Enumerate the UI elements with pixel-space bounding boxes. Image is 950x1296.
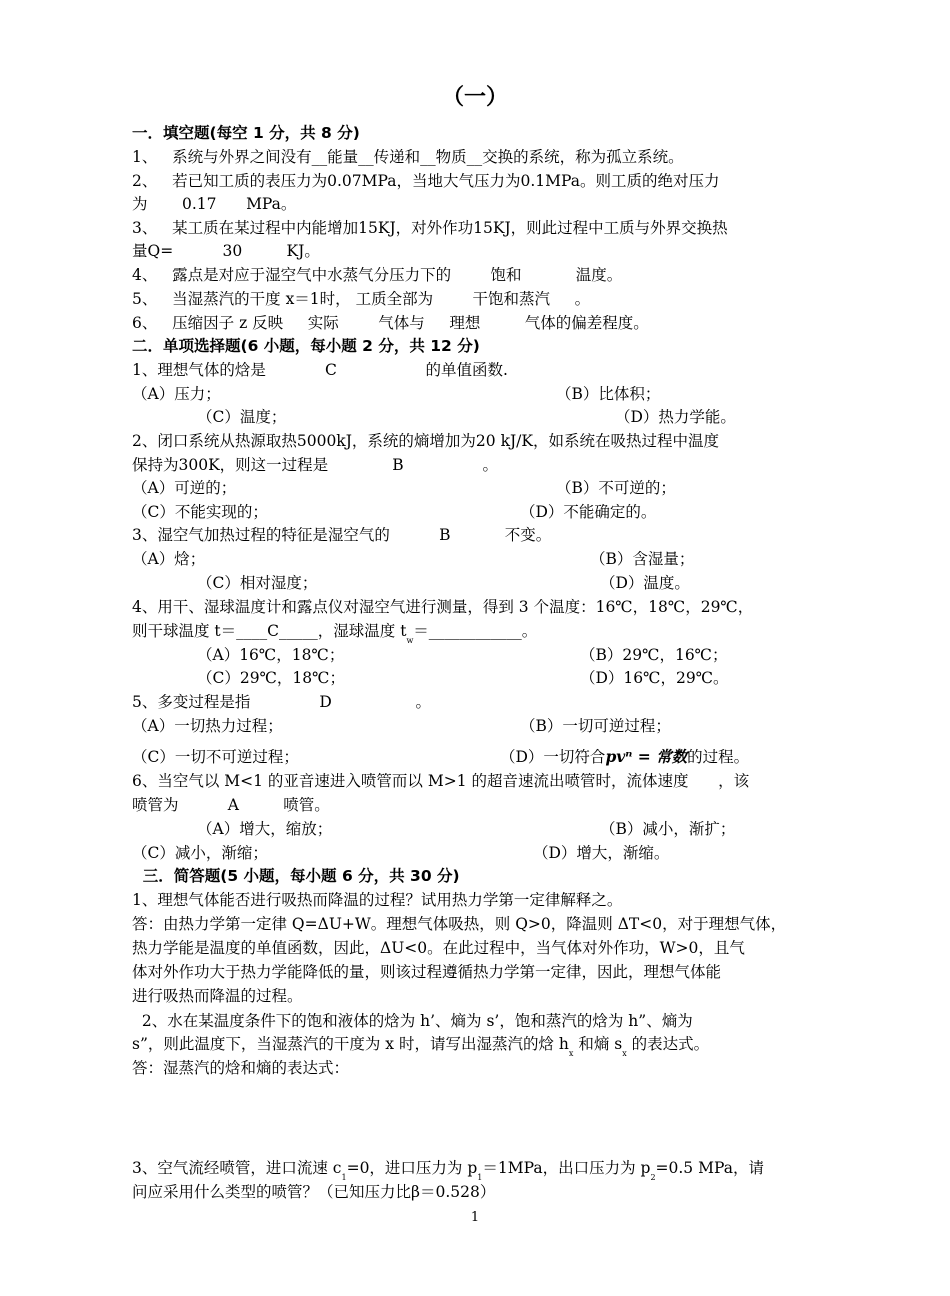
choice-1-option-a: （A）压力； (132, 385, 221, 403)
fill-question-3-line1: 3、 某工质在某过程中内能增加15KJ，对外作功15KJ，则此过程中工质与外界交换热 (132, 219, 728, 237)
choice-5-option-c: （C）一切不可逆过程； (132, 748, 299, 766)
choice-1-option-b: （B）比体积； (556, 385, 661, 403)
choice-question-5: 5、多变过程是指 D 。 (132, 693, 432, 711)
q3-sub-1: 1 (341, 1173, 347, 1182)
choice-3-option-b: （B）含湿量； (590, 550, 695, 568)
choice-question-2-line2: 保持为300K，则这一过程是 B 。 (132, 456, 498, 474)
section3-heading: 三．简答题(5 小题，每小题 6 分，共 30 分) (132, 867, 460, 885)
choice-question-6-line2: 喷管为 A 喷管。 (132, 796, 330, 814)
choice-1-option-c: （C）温度； (197, 408, 287, 426)
fill-question-4: 4、 露点是对应于湿空气中水蒸气分压力下的 饱和 温度。 (132, 266, 623, 284)
fill-question-2-line1: 2、 若已知工质的表压力为0.07MPa，当地大气压力为0.1MPa。则工质的绝对压力 (132, 172, 720, 190)
choice-5-option-a: （A）一切热力过程； (132, 717, 283, 735)
choice-3-option-a: （A）焓； (132, 550, 206, 568)
short-question-2-line1: 2、水在某温度条件下的饱和液体的焓为 h’、熵为 s’，饱和蒸汽的焓为 h”、熵为 (132, 1012, 693, 1030)
choice-question-4-line1: 4、用干、湿球温度计和露点仪对湿空气进行测量，得到 3 个温度：16℃，18℃，29℃， (132, 598, 754, 616)
q3-sub-2: 1 (477, 1173, 483, 1182)
q3-sub-3: 2 (650, 1173, 656, 1182)
q3-part-c: ＝1MPa，出口压力为 p (482, 1159, 651, 1177)
choice-4-subscript: w (406, 636, 414, 645)
fill-question-2-line2: 为 0.17 MPa。 (132, 195, 297, 213)
choice-4-option-c: （C）29℃，18℃； (197, 669, 345, 687)
q3-part-a: 3、空气流经喷管，进口流速 c (132, 1159, 342, 1177)
page-title: （一） (441, 85, 508, 110)
section2-heading: 二．单项选择题(6 小题，每小题 2 分，共 12 分) (132, 337, 480, 355)
choice-4-line2-post: ＝____________。 (413, 622, 538, 640)
choice-5-d-pre: （D）一切符合 (500, 748, 606, 766)
choice-question-3: 3、湿空气加热过程的特征是湿空气的 B 不变。 (132, 526, 552, 544)
choice-2-option-a: （A）可逆的； (132, 479, 237, 497)
choice-2-option-c: （C）不能实现的； (132, 503, 268, 521)
fill-question-6: 6、 压缩因子 z 反映 实际 气体与 理想 气体的偏差程度。 (132, 314, 649, 332)
choice-6-option-b: （B）减小，渐扩； (600, 820, 736, 838)
section1-heading: 一．填空题(每空 1 分，共 8 分) (132, 124, 360, 142)
short-answer-1-line2: 热力学能是温度的单值函数，因此，ΔU<0。在此过程中，当气体对外作功，W>0，且气 (132, 939, 745, 957)
short-answer-1-line1: 答：由热力学第一定律 Q=ΔU+W。理想气体吸热，则 Q>0，降温则 ΔT<0，对于理想气体， (132, 915, 787, 933)
q2-subscript-1: x (568, 1049, 574, 1058)
fill-question-1: 1、 系统与外界之间没有__能量__传递和__物质__交换的系统，称为孤立系统。 (132, 148, 684, 166)
choice-question-4-line2 (132, 620, 537, 645)
short-question-3-line2: 问应采用什么类型的喷管？（已知压力比β＝0.528） (132, 1183, 496, 1201)
q2-subscript-2: x (622, 1049, 627, 1058)
q3-part-d: =0.5 MPa，请 (655, 1159, 764, 1177)
short-answer-2: 答：湿蒸汽的焓和熵的表达式： (132, 1059, 350, 1077)
choice-6-option-d: （D）增大，渐缩。 (533, 844, 670, 862)
choice-3-option-d: （D）温度。 (600, 574, 690, 592)
choice-6-option-a: （A）增大，缩放； (197, 820, 333, 838)
choice-5-option-d (500, 746, 749, 768)
q2-line2-post: 的表达式。 (626, 1035, 710, 1053)
short-question-1: 1、理想气体能否进行吸热而降温的过程？试用热力学第一定律解释之。 (132, 891, 623, 909)
choice-2-option-b: （B）不可逆的； (556, 479, 676, 497)
fill-question-3-line2: 量Q= 30 KJ。 (132, 242, 320, 260)
choice-5-option-b: （B）一切可逆过程； (520, 717, 671, 735)
short-answer-1-line4: 进行吸热而降温的过程。 (132, 987, 303, 1005)
q3-part-b: =0，进口压力为 p (346, 1159, 478, 1177)
choice-4-option-d: （D）16℃，29℃。 (580, 669, 729, 687)
choice-question-2-line1: 2、闭口系统从热源取热5000kJ，系统的熵增加为20 kJ/K，如系统在吸热过程中温度 (132, 432, 719, 450)
choice-1-option-d: （D）热力学能。 (615, 408, 736, 426)
q2-line2-mid: 和熵 s (573, 1035, 623, 1053)
page-number: 1 (470, 1210, 480, 1225)
choice-4-option-a: （A）16℃，18℃； (197, 646, 345, 664)
polytropic-formula: pvⁿ = 常数 (605, 747, 688, 766)
choice-4-line2-pre: 则干球温度 t＝____C_____，湿球温度 t (132, 622, 407, 640)
choice-2-option-d: （D）不能确定的。 (520, 503, 657, 521)
choice-6-option-c: （C）减小，渐缩； (132, 844, 268, 862)
choice-3-option-c: （C）相对湿度； (197, 574, 318, 592)
short-question-3-line1 (132, 1157, 764, 1182)
choice-4-option-b: （B）29℃，16℃； (580, 646, 728, 664)
choice-question-6-line1: 6、当空气以 M<1 的亚音速进入喷管而以 M>1 的超音速流出喷管时，流体速度 ，该 (132, 772, 750, 790)
q2-line2-pre: s”，则此温度下，当湿蒸汽的干度为 x 时，请写出湿蒸汽的焓 h (132, 1035, 569, 1053)
fill-question-5: 5、 当湿蒸汽的干度 x＝1时， 工质全部为 干饱和蒸汽 。 (132, 290, 591, 308)
short-question-2-line2 (132, 1033, 709, 1058)
choice-question-1: 1、理想气体的焓是 C 的单值函数. (132, 361, 508, 379)
short-answer-1-line3: 体对外作功大于热力学能降低的量，则该过程遵循热力学第一定律，因此，理想气体能 (132, 963, 722, 981)
choice-5-d-post: 的过程。 (687, 748, 750, 766)
